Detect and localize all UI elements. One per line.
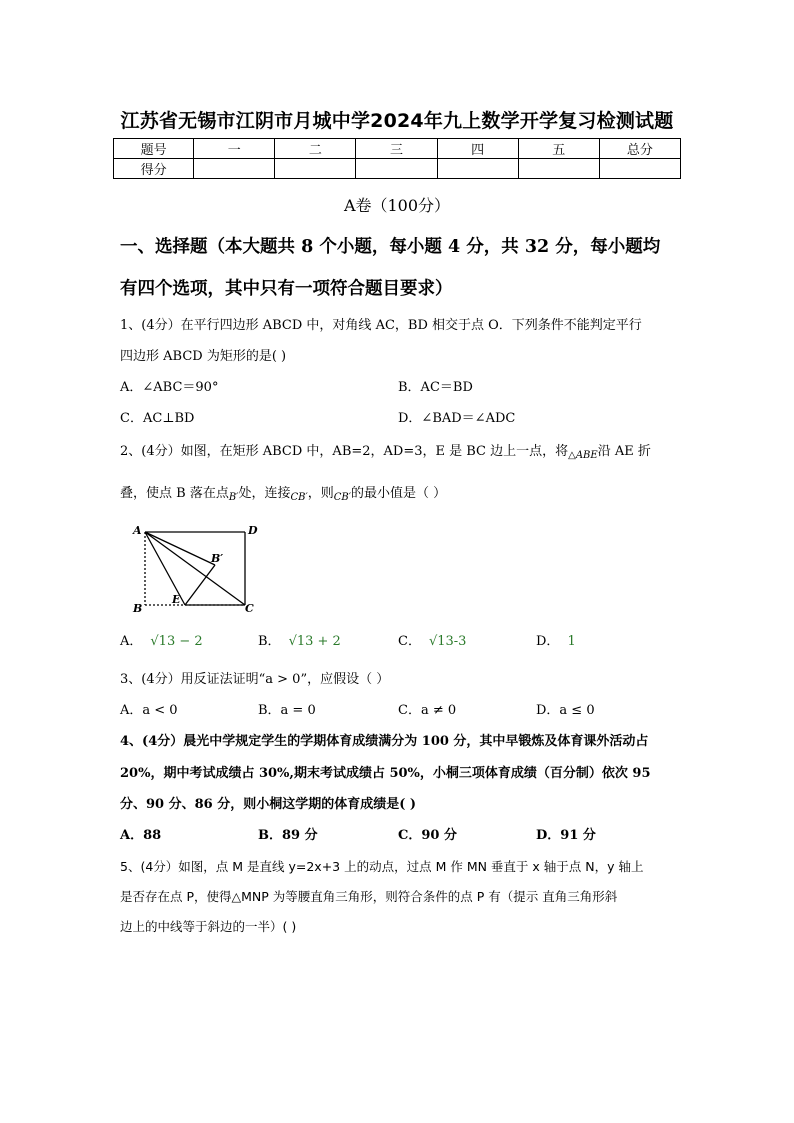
q1-line1: 1、(4分）在平行四边形 ABCD 中，对角线 AC，BD 相交于点 O．下列条件不能判定平行 xyxy=(120,318,642,333)
table-cell: 总分 xyxy=(599,139,680,159)
table-cell: 四 xyxy=(437,139,518,159)
score-input-cell xyxy=(275,159,356,179)
score-input-cell xyxy=(194,159,275,179)
figure-label-b-prime: B′ xyxy=(211,552,224,565)
q2-text: 处，连接 xyxy=(238,486,291,501)
q2-segment-symbol: CB′ xyxy=(290,492,308,503)
q4-line1: 4、(4分）晨光中学规定学生的学期体育成绩满分为 100 分，其中早锻炼及体育课外活动占 xyxy=(120,734,649,749)
option-value: 1 xyxy=(567,634,576,649)
part1-heading-line1: 一、选择题（本大题共 8 个小题，每小题 4 分，共 32 分，每小题均 xyxy=(120,237,661,257)
table-cell: 题号 xyxy=(114,139,194,159)
score-input-cell xyxy=(518,159,599,179)
q4-option-b: B．89 分 xyxy=(258,828,318,843)
q5-line3: 边上的中线等于斜边的一半）( ) xyxy=(120,919,297,934)
table-cell: 得分 xyxy=(114,159,194,179)
q2-option-c xyxy=(398,630,466,649)
q1-option-d: D．∠BAD＝∠ADC xyxy=(398,411,516,426)
option-value: √13-3 xyxy=(428,634,467,649)
q3-option-c: C．a ≠ 0 xyxy=(398,703,457,718)
figure-label-c: C xyxy=(245,602,254,615)
q4-line2: 20%，期中考试成绩占 30%,期末考试成绩占 50%，小桐三项体育成绩（百分制）依次 95 xyxy=(120,766,651,781)
q1-option-a: A．∠ABC＝90° xyxy=(120,380,219,395)
q3-line1: 3、(4分）用反证法证明“a > 0”，应假设（ ） xyxy=(120,672,390,687)
table-cell: 五 xyxy=(518,139,599,159)
score-input-cell xyxy=(437,159,518,179)
q2-segment-symbol: CB′ xyxy=(333,492,352,503)
score-table xyxy=(113,138,681,179)
q1-line2: 四边形 ABCD 为矩形的是( ) xyxy=(120,349,287,364)
option-value: √13 + 2 xyxy=(288,634,341,649)
q5-line2: 是否存在点 P，使得△MNP 为等腰直角三角形，则符合条件的点 P 有（提示 直角三角形斜 xyxy=(120,889,618,904)
section-a-heading: A卷（100分） xyxy=(343,196,451,215)
q4-option-d: D．91 分 xyxy=(536,828,596,843)
score-table-header-row xyxy=(114,139,681,159)
q3-option-b: B．a = 0 xyxy=(258,703,316,718)
q1-option-b: B．AC＝BD xyxy=(398,380,473,395)
table-cell: 二 xyxy=(275,139,356,159)
q2-line2 xyxy=(120,482,446,503)
figure-line-eb-prime xyxy=(185,565,215,605)
q4-line3: 分、90 分、86 分，则小桐这学期的体育成绩是( ) xyxy=(120,797,417,812)
figure-line-ac xyxy=(145,532,245,605)
part1-heading-line2: 有四个选项，其中只有一项符合题目要求） xyxy=(120,279,453,299)
figure-label-e: E xyxy=(172,593,181,606)
q2-option-d xyxy=(536,630,576,649)
q1-option-c: C．AC⊥BD xyxy=(120,411,195,426)
option-value: √13 − 2 xyxy=(150,634,203,649)
table-cell: 三 xyxy=(356,139,437,159)
score-input-cell xyxy=(599,159,680,179)
q2-figure xyxy=(125,520,265,618)
q2-text: 沿 AE 折 xyxy=(597,444,651,459)
q2-option-a xyxy=(120,630,203,649)
option-label: C． xyxy=(398,634,421,649)
q4-option-a: A．88 xyxy=(120,828,162,843)
q2-text: 2、(4分）如图，在矩形 ABCD 中，AB=2，AD=3，E 是 BC 边上一点，将 xyxy=(120,444,569,459)
q2-line1 xyxy=(120,440,651,461)
option-label: D． xyxy=(536,634,560,649)
q2-text: 的最小值是（ ） xyxy=(351,486,447,501)
table-cell: 一 xyxy=(194,139,275,159)
score-table-score-row xyxy=(114,159,681,179)
q3-option-a: A．a < 0 xyxy=(120,703,178,718)
q3-option-d: D．a ≤ 0 xyxy=(536,703,595,718)
q2-text: ，则 xyxy=(307,486,334,501)
figure-line-ab-prime xyxy=(145,532,215,565)
figure-label-d: D xyxy=(248,524,258,537)
q5-line1: 5、(4分）如图，点 M 是直线 y=2x+3 上的动点，过点 M 作 MN 垂直于 x 轴于点 N，y 轴上 xyxy=(120,859,644,874)
q4-option-c: C．90 分 xyxy=(398,828,457,843)
q2-triangle-symbol: △ABE xyxy=(568,450,598,461)
figure-label-a: A xyxy=(133,524,142,537)
option-label: A． xyxy=(120,634,143,649)
q2-option-b xyxy=(258,630,341,649)
q2-point-symbol: B′ xyxy=(228,492,239,503)
score-input-cell xyxy=(356,159,437,179)
page-title: 江苏省无锡市江阴市月城中学2024年九上数学开学复习检测试题 xyxy=(120,110,674,132)
q2-text: 叠，使点 B 落在点 xyxy=(120,486,229,501)
option-label: B． xyxy=(258,634,281,649)
figure-label-b: B xyxy=(133,602,143,615)
